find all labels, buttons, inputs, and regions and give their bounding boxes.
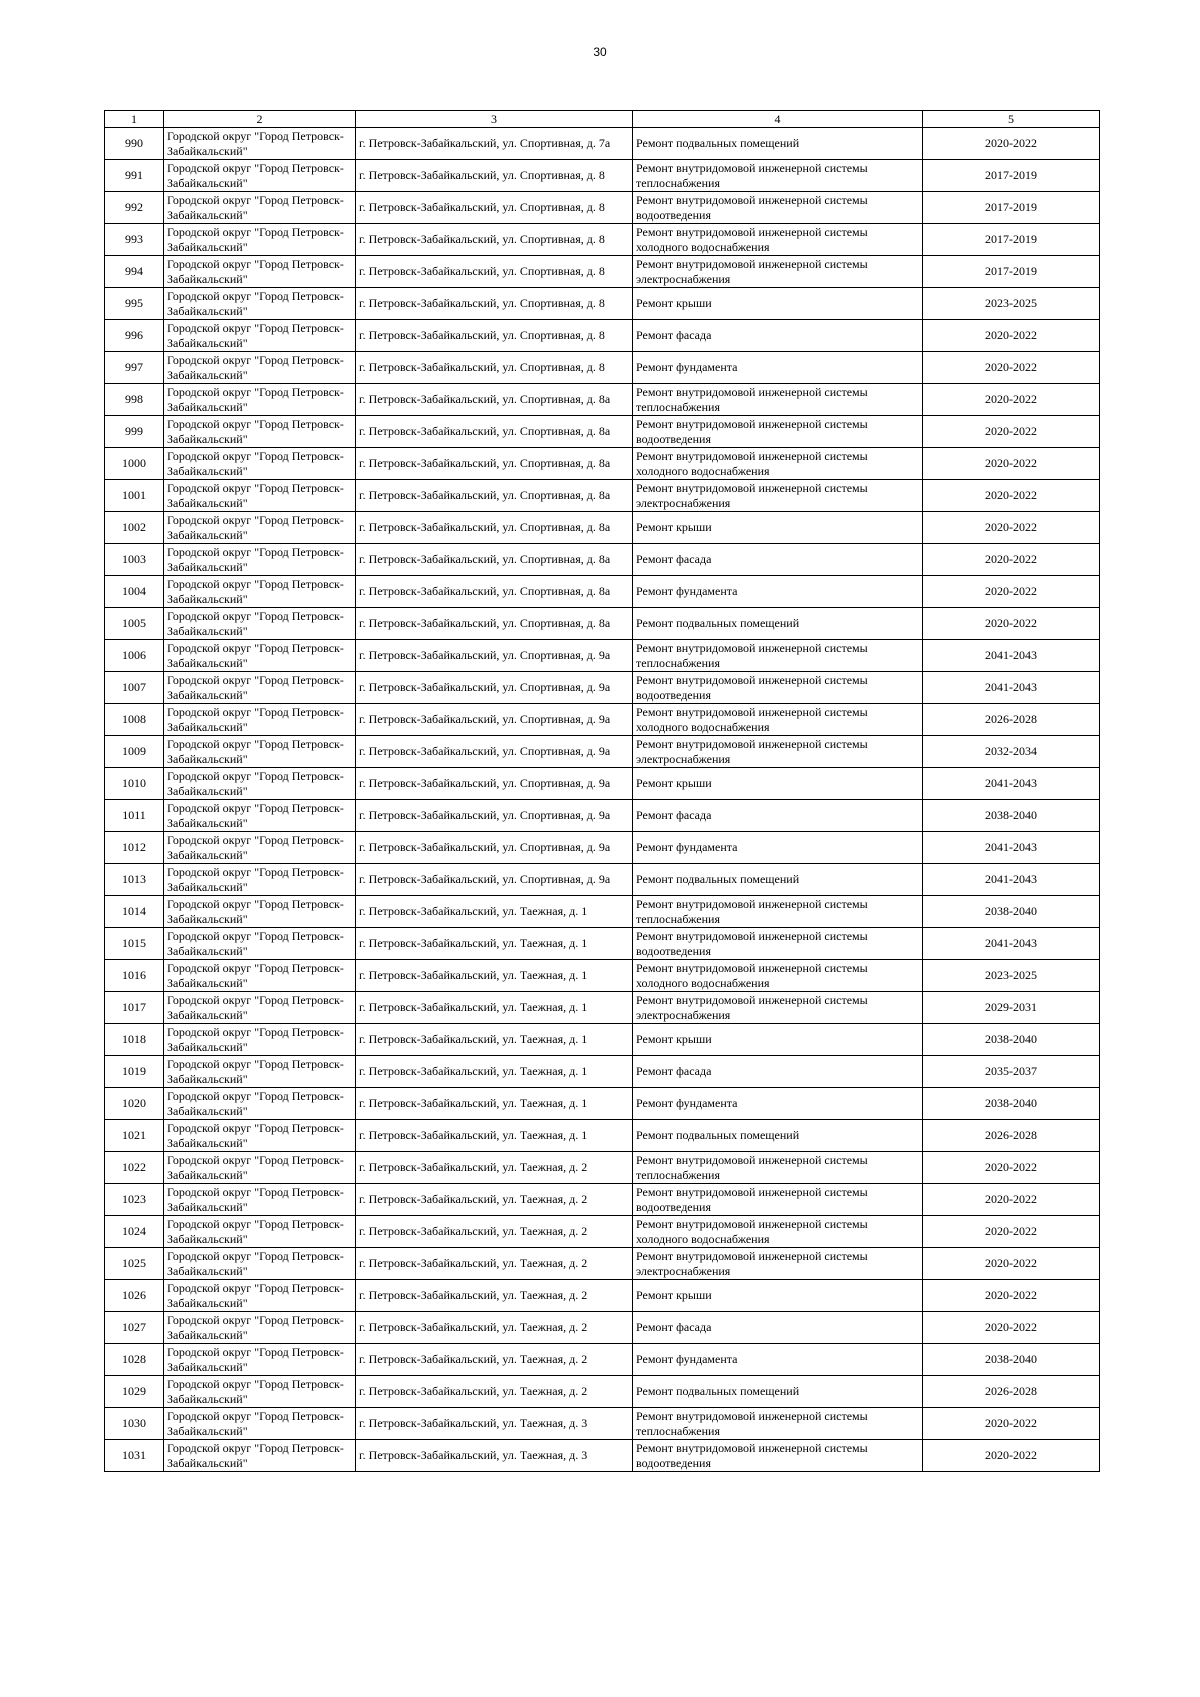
row-number-cell: 1024 xyxy=(105,1216,164,1248)
row-number-cell: 991 xyxy=(105,160,164,192)
work-type-cell: Ремонт фундамента xyxy=(633,832,923,864)
row-number-cell: 995 xyxy=(105,288,164,320)
period-cell: 2020-2022 xyxy=(923,608,1100,640)
table-row xyxy=(105,288,1100,320)
table-row xyxy=(105,1024,1100,1056)
table-row xyxy=(105,640,1100,672)
period-cell: 2026-2028 xyxy=(923,704,1100,736)
table-row xyxy=(105,768,1100,800)
row-number-cell: 1006 xyxy=(105,640,164,672)
table-row xyxy=(105,704,1100,736)
work-type-cell: Ремонт внутридомовой инженерной системы теплоснабжения xyxy=(633,384,923,416)
municipality-cell: Городской округ "Город Петровск-Забайкальский" xyxy=(164,160,356,192)
work-type-cell: Ремонт подвальных помещений xyxy=(633,1120,923,1152)
period-cell: 2026-2028 xyxy=(923,1120,1100,1152)
period-cell: 2020-2022 xyxy=(923,512,1100,544)
table-row xyxy=(105,160,1100,192)
table-row xyxy=(105,416,1100,448)
address-cell: г. Петровск-Забайкальский, ул. Таежная, д. 2 xyxy=(356,1184,633,1216)
address-cell: г. Петровск-Забайкальский, ул. Таежная, д. 1 xyxy=(356,1088,633,1120)
row-number-cell: 1023 xyxy=(105,1184,164,1216)
column-header: 3 xyxy=(356,111,633,128)
row-number-cell: 1007 xyxy=(105,672,164,704)
table-row xyxy=(105,1152,1100,1184)
municipality-cell: Городской округ "Город Петровск-Забайкальский" xyxy=(164,128,356,160)
table-row xyxy=(105,736,1100,768)
address-cell: г. Петровск-Забайкальский, ул. Спортивная, д. 8а xyxy=(356,512,633,544)
row-number-cell: 1002 xyxy=(105,512,164,544)
municipality-cell: Городской округ "Город Петровск-Забайкальский" xyxy=(164,1376,356,1408)
row-number-cell: 993 xyxy=(105,224,164,256)
period-cell: 2020-2022 xyxy=(923,1408,1100,1440)
period-cell: 2020-2022 xyxy=(923,384,1100,416)
municipality-cell: Городской округ "Город Петровск-Забайкальский" xyxy=(164,1408,356,1440)
address-cell: г. Петровск-Забайкальский, ул. Таежная, д. 2 xyxy=(356,1216,633,1248)
work-type-cell: Ремонт внутридомовой инженерной системы теплоснабжения xyxy=(633,1152,923,1184)
table-row xyxy=(105,352,1100,384)
work-type-cell: Ремонт внутридомовой инженерной системы электроснабжения xyxy=(633,256,923,288)
row-number-cell: 1022 xyxy=(105,1152,164,1184)
row-number-cell: 1010 xyxy=(105,768,164,800)
period-cell: 2023-2025 xyxy=(923,960,1100,992)
work-type-cell: Ремонт внутридомовой инженерной системы электроснабжения xyxy=(633,736,923,768)
work-type-cell: Ремонт фасада xyxy=(633,1312,923,1344)
address-cell: г. Петровск-Забайкальский, ул. Таежная, д. 2 xyxy=(356,1312,633,1344)
address-cell: г. Петровск-Забайкальский, ул. Спортивная, д. 8а xyxy=(356,416,633,448)
work-type-cell: Ремонт внутридомовой инженерной системы электроснабжения xyxy=(633,1248,923,1280)
table-row xyxy=(105,896,1100,928)
work-type-cell: Ремонт подвальных помещений xyxy=(633,128,923,160)
address-cell: г. Петровск-Забайкальский, ул. Таежная, д. 2 xyxy=(356,1376,633,1408)
work-type-cell: Ремонт внутридомовой инженерной системы холодного водоснабжения xyxy=(633,224,923,256)
row-number-cell: 1018 xyxy=(105,1024,164,1056)
municipality-cell: Городской округ "Город Петровск-Забайкальский" xyxy=(164,1056,356,1088)
table-row xyxy=(105,1216,1100,1248)
row-number-cell: 1015 xyxy=(105,928,164,960)
row-number-cell: 1003 xyxy=(105,544,164,576)
table-row xyxy=(105,384,1100,416)
row-number-cell: 1025 xyxy=(105,1248,164,1280)
period-cell: 2020-2022 xyxy=(923,1152,1100,1184)
period-cell: 2020-2022 xyxy=(923,1312,1100,1344)
work-type-cell: Ремонт фундамента xyxy=(633,1344,923,1376)
table-row xyxy=(105,1408,1100,1440)
row-number-cell: 992 xyxy=(105,192,164,224)
row-number-cell: 1027 xyxy=(105,1312,164,1344)
table-row xyxy=(105,544,1100,576)
address-cell: г. Петровск-Забайкальский, ул. Спортивная, д. 9а xyxy=(356,768,633,800)
work-type-cell: Ремонт крыши xyxy=(633,288,923,320)
address-cell: г. Петровск-Забайкальский, ул. Спортивная, д. 9а xyxy=(356,736,633,768)
municipality-cell: Городской округ "Город Петровск-Забайкальский" xyxy=(164,1024,356,1056)
municipality-cell: Городской округ "Город Петровск-Забайкальский" xyxy=(164,576,356,608)
work-type-cell: Ремонт крыши xyxy=(633,768,923,800)
row-number-cell: 1008 xyxy=(105,704,164,736)
row-number-cell: 1021 xyxy=(105,1120,164,1152)
municipality-cell: Городской округ "Город Петровск-Забайкальский" xyxy=(164,1440,356,1472)
row-number-cell: 997 xyxy=(105,352,164,384)
period-cell: 2017-2019 xyxy=(923,256,1100,288)
table-row xyxy=(105,1344,1100,1376)
work-type-cell: Ремонт фундамента xyxy=(633,1088,923,1120)
work-type-cell: Ремонт внутридомовой инженерной системы водоотведения xyxy=(633,672,923,704)
address-cell: г. Петровск-Забайкальский, ул. Таежная, д. 1 xyxy=(356,1024,633,1056)
column-header: 5 xyxy=(923,111,1100,128)
table-row xyxy=(105,1376,1100,1408)
municipality-cell: Городской округ "Город Петровск-Забайкальский" xyxy=(164,1152,356,1184)
period-cell: 2023-2025 xyxy=(923,288,1100,320)
municipality-cell: Городской округ "Город Петровск-Забайкальский" xyxy=(164,384,356,416)
table-body xyxy=(105,128,1100,1472)
municipality-cell: Городской округ "Город Петровск-Забайкальский" xyxy=(164,1216,356,1248)
period-cell: 2020-2022 xyxy=(923,1216,1100,1248)
address-cell: г. Петровск-Забайкальский, ул. Спортивная, д. 9а xyxy=(356,832,633,864)
period-cell: 2020-2022 xyxy=(923,480,1100,512)
table-row xyxy=(105,1056,1100,1088)
period-cell: 2020-2022 xyxy=(923,1184,1100,1216)
municipality-cell: Городской округ "Город Петровск-Забайкальский" xyxy=(164,704,356,736)
table-row xyxy=(105,224,1100,256)
address-cell: г. Петровск-Забайкальский, ул. Таежная, д. 1 xyxy=(356,1056,633,1088)
row-number-cell: 1011 xyxy=(105,800,164,832)
table-row xyxy=(105,960,1100,992)
municipality-cell: Городской округ "Город Петровск-Забайкальский" xyxy=(164,1120,356,1152)
period-cell: 2038-2040 xyxy=(923,1088,1100,1120)
municipality-cell: Городской округ "Город Петровск-Забайкальский" xyxy=(164,608,356,640)
period-cell: 2041-2043 xyxy=(923,672,1100,704)
work-type-cell: Ремонт подвальных помещений xyxy=(633,864,923,896)
table-row xyxy=(105,1248,1100,1280)
municipality-cell: Городской округ "Город Петровск-Забайкальский" xyxy=(164,1344,356,1376)
page-number: 30 xyxy=(593,45,607,59)
municipality-cell: Городской округ "Город Петровск-Забайкальский" xyxy=(164,960,356,992)
address-cell: г. Петровск-Забайкальский, ул. Таежная, д. 2 xyxy=(356,1248,633,1280)
address-cell: г. Петровск-Забайкальский, ул. Спортивная, д. 9а xyxy=(356,704,633,736)
municipality-cell: Городской округ "Город Петровск-Забайкальский" xyxy=(164,896,356,928)
table-row xyxy=(105,1120,1100,1152)
period-cell: 2041-2043 xyxy=(923,864,1100,896)
address-cell: г. Петровск-Забайкальский, ул. Спортивная, д. 8 xyxy=(356,352,633,384)
period-cell: 2020-2022 xyxy=(923,576,1100,608)
work-type-cell: Ремонт внутридомовой инженерной системы водоотведения xyxy=(633,1440,923,1472)
period-cell: 2020-2022 xyxy=(923,1248,1100,1280)
row-number-cell: 1000 xyxy=(105,448,164,480)
address-cell: г. Петровск-Забайкальский, ул. Спортивная, д. 9а xyxy=(356,640,633,672)
row-number-cell: 1004 xyxy=(105,576,164,608)
municipality-cell: Городской округ "Город Петровск-Забайкальский" xyxy=(164,352,356,384)
table-row xyxy=(105,320,1100,352)
table-row xyxy=(105,192,1100,224)
table-row xyxy=(105,448,1100,480)
municipality-cell: Городской округ "Город Петровск-Забайкальский" xyxy=(164,192,356,224)
municipality-cell: Городской округ "Город Петровск-Забайкальский" xyxy=(164,1184,356,1216)
municipality-cell: Городской округ "Город Петровск-Забайкальский" xyxy=(164,320,356,352)
address-cell: г. Петровск-Забайкальский, ул. Спортивная, д. 8а xyxy=(356,576,633,608)
period-cell: 2020-2022 xyxy=(923,416,1100,448)
row-number-cell: 1031 xyxy=(105,1440,164,1472)
municipality-cell: Городской округ "Город Петровск-Забайкальский" xyxy=(164,832,356,864)
row-number-cell: 1030 xyxy=(105,1408,164,1440)
address-cell: г. Петровск-Забайкальский, ул. Таежная, д. 2 xyxy=(356,1344,633,1376)
work-type-cell: Ремонт внутридомовой инженерной системы водоотведения xyxy=(633,416,923,448)
period-cell: 2026-2028 xyxy=(923,1376,1100,1408)
table-row xyxy=(105,832,1100,864)
address-cell: г. Петровск-Забайкальский, ул. Спортивная, д. 9а xyxy=(356,864,633,896)
address-cell: г. Петровск-Забайкальский, ул. Спортивная, д. 8а xyxy=(356,480,633,512)
address-cell: г. Петровск-Забайкальский, ул. Спортивная, д. 8а xyxy=(356,544,633,576)
row-number-cell: 994 xyxy=(105,256,164,288)
address-cell: г. Петровск-Забайкальский, ул. Спортивная, д. 8 xyxy=(356,256,633,288)
municipality-cell: Городской округ "Город Петровск-Забайкальский" xyxy=(164,544,356,576)
work-type-cell: Ремонт внутридомовой инженерной системы теплоснабжения xyxy=(633,640,923,672)
work-type-cell: Ремонт внутридомовой инженерной системы теплоснабжения xyxy=(633,160,923,192)
row-number-cell: 1020 xyxy=(105,1088,164,1120)
table-row xyxy=(105,1088,1100,1120)
period-cell: 2020-2022 xyxy=(923,544,1100,576)
work-type-cell: Ремонт внутридомовой инженерной системы теплоснабжения xyxy=(633,896,923,928)
table-row xyxy=(105,992,1100,1024)
work-type-cell: Ремонт крыши xyxy=(633,1024,923,1056)
address-cell: г. Петровск-Забайкальский, ул. Таежная, д. 1 xyxy=(356,896,633,928)
work-type-cell: Ремонт подвальных помещений xyxy=(633,1376,923,1408)
address-cell: г. Петровск-Забайкальский, ул. Спортивная, д. 8 xyxy=(356,288,633,320)
work-type-cell: Ремонт фасада xyxy=(633,320,923,352)
address-cell: г. Петровск-Забайкальский, ул. Таежная, д. 3 xyxy=(356,1440,633,1472)
work-type-cell: Ремонт фасада xyxy=(633,800,923,832)
row-number-cell: 1001 xyxy=(105,480,164,512)
municipality-cell: Городской округ "Город Петровск-Забайкальский" xyxy=(164,640,356,672)
row-number-cell: 1016 xyxy=(105,960,164,992)
work-type-cell: Ремонт внутридомовой инженерной системы водоотведения xyxy=(633,928,923,960)
period-cell: 2038-2040 xyxy=(923,1024,1100,1056)
period-cell: 2020-2022 xyxy=(923,320,1100,352)
work-type-cell: Ремонт внутридомовой инженерной системы электроснабжения xyxy=(633,992,923,1024)
period-cell: 2017-2019 xyxy=(923,224,1100,256)
period-cell: 2041-2043 xyxy=(923,768,1100,800)
work-type-cell: Ремонт крыши xyxy=(633,1280,923,1312)
column-number-row xyxy=(105,111,1100,128)
period-cell: 2020-2022 xyxy=(923,128,1100,160)
period-cell: 2017-2019 xyxy=(923,160,1100,192)
work-type-cell: Ремонт внутридомовой инженерной системы электроснабжения xyxy=(633,480,923,512)
row-number-cell: 1013 xyxy=(105,864,164,896)
period-cell: 2035-2037 xyxy=(923,1056,1100,1088)
address-cell: г. Петровск-Забайкальский, ул. Таежная, д. 1 xyxy=(356,992,633,1024)
address-cell: г. Петровск-Забайкальский, ул. Спортивная, д. 8а xyxy=(356,608,633,640)
municipality-cell: Городской округ "Город Петровск-Забайкальский" xyxy=(164,1248,356,1280)
address-cell: г. Петровск-Забайкальский, ул. Спортивная, д. 8а xyxy=(356,448,633,480)
row-number-cell: 1029 xyxy=(105,1376,164,1408)
table-row xyxy=(105,1312,1100,1344)
table-row xyxy=(105,1184,1100,1216)
table-row xyxy=(105,256,1100,288)
period-cell: 2041-2043 xyxy=(923,928,1100,960)
table-row xyxy=(105,800,1100,832)
period-cell: 2038-2040 xyxy=(923,1344,1100,1376)
work-type-cell: Ремонт фундамента xyxy=(633,352,923,384)
period-cell: 2041-2043 xyxy=(923,640,1100,672)
work-type-cell: Ремонт фундамента xyxy=(633,576,923,608)
municipality-cell: Городской округ "Город Петровск-Забайкальский" xyxy=(164,256,356,288)
work-type-cell: Ремонт внутридомовой инженерной системы холодного водоснабжения xyxy=(633,704,923,736)
table-row xyxy=(105,1280,1100,1312)
table-row xyxy=(105,512,1100,544)
address-cell: г. Петровск-Забайкальский, ул. Спортивная, д. 8 xyxy=(356,160,633,192)
table-row xyxy=(105,576,1100,608)
table-row xyxy=(105,672,1100,704)
address-cell: г. Петровск-Забайкальский, ул. Спортивная, д. 8 xyxy=(356,320,633,352)
work-type-cell: Ремонт фасада xyxy=(633,1056,923,1088)
municipality-cell: Городской округ "Город Петровск-Забайкальский" xyxy=(164,800,356,832)
work-type-cell: Ремонт фасада xyxy=(633,544,923,576)
work-type-cell: Ремонт внутридомовой инженерной системы теплоснабжения xyxy=(633,1408,923,1440)
row-number-cell: 1012 xyxy=(105,832,164,864)
period-cell: 2020-2022 xyxy=(923,352,1100,384)
row-number-cell: 1005 xyxy=(105,608,164,640)
column-header: 2 xyxy=(164,111,356,128)
municipality-cell: Городской округ "Город Петровск-Забайкальский" xyxy=(164,416,356,448)
municipality-cell: Городской округ "Город Петровск-Забайкальский" xyxy=(164,768,356,800)
table-row xyxy=(105,608,1100,640)
address-cell: г. Петровск-Забайкальский, ул. Таежная, д. 2 xyxy=(356,1280,633,1312)
address-cell: г. Петровск-Забайкальский, ул. Таежная, д. 1 xyxy=(356,1120,633,1152)
row-number-cell: 996 xyxy=(105,320,164,352)
period-cell: 2020-2022 xyxy=(923,448,1100,480)
program-table xyxy=(104,110,1100,1472)
period-cell: 2032-2034 xyxy=(923,736,1100,768)
column-header: 4 xyxy=(633,111,923,128)
municipality-cell: Городской округ "Город Петровск-Забайкальский" xyxy=(164,672,356,704)
address-cell: г. Петровск-Забайкальский, ул. Таежная, д. 3 xyxy=(356,1408,633,1440)
municipality-cell: Городской округ "Город Петровск-Забайкальский" xyxy=(164,928,356,960)
period-cell: 2017-2019 xyxy=(923,192,1100,224)
municipality-cell: Городской округ "Город Петровск-Забайкальский" xyxy=(164,288,356,320)
row-number-cell: 1017 xyxy=(105,992,164,1024)
period-cell: 2038-2040 xyxy=(923,800,1100,832)
address-cell: г. Петровск-Забайкальский, ул. Спортивная, д. 8а xyxy=(356,384,633,416)
work-type-cell: Ремонт внутридомовой инженерной системы холодного водоснабжения xyxy=(633,1216,923,1248)
column-header: 1 xyxy=(105,111,164,128)
municipality-cell: Городской округ "Город Петровск-Забайкальский" xyxy=(164,1280,356,1312)
work-type-cell: Ремонт подвальных помещений xyxy=(633,608,923,640)
address-cell: г. Петровск-Забайкальский, ул. Спортивная, д. 9а xyxy=(356,800,633,832)
row-number-cell: 999 xyxy=(105,416,164,448)
work-type-cell: Ремонт крыши xyxy=(633,512,923,544)
row-number-cell: 1009 xyxy=(105,736,164,768)
municipality-cell: Городской округ "Город Петровск-Забайкальский" xyxy=(164,1312,356,1344)
table-row xyxy=(105,480,1100,512)
work-type-cell: Ремонт внутридомовой инженерной системы холодного водоснабжения xyxy=(633,448,923,480)
row-number-cell: 998 xyxy=(105,384,164,416)
address-cell: г. Петровск-Забайкальский, ул. Спортивная, д. 9а xyxy=(356,672,633,704)
address-cell: г. Петровск-Забайкальский, ул. Таежная, д. 2 xyxy=(356,1152,633,1184)
period-cell: 2020-2022 xyxy=(923,1440,1100,1472)
municipality-cell: Городской округ "Город Петровск-Забайкальский" xyxy=(164,512,356,544)
address-cell: г. Петровск-Забайкальский, ул. Спортивная, д. 8 xyxy=(356,192,633,224)
table-row xyxy=(105,1440,1100,1472)
municipality-cell: Городской округ "Город Петровск-Забайкальский" xyxy=(164,448,356,480)
row-number-cell: 1028 xyxy=(105,1344,164,1376)
row-number-cell: 1019 xyxy=(105,1056,164,1088)
address-cell: г. Петровск-Забайкальский, ул. Таежная, д. 1 xyxy=(356,960,633,992)
table-row xyxy=(105,928,1100,960)
municipality-cell: Городской округ "Город Петровск-Забайкальский" xyxy=(164,864,356,896)
period-cell: 2029-2031 xyxy=(923,992,1100,1024)
address-cell: г. Петровск-Забайкальский, ул. Спортивная, д. 7а xyxy=(356,128,633,160)
period-cell: 2020-2022 xyxy=(923,1280,1100,1312)
municipality-cell: Городской округ "Город Петровск-Забайкальский" xyxy=(164,1088,356,1120)
municipality-cell: Городской округ "Город Петровск-Забайкальский" xyxy=(164,480,356,512)
row-number-cell: 990 xyxy=(105,128,164,160)
period-cell: 2038-2040 xyxy=(923,896,1100,928)
municipality-cell: Городской округ "Город Петровск-Забайкальский" xyxy=(164,224,356,256)
work-type-cell: Ремонт внутридомовой инженерной системы холодного водоснабжения xyxy=(633,960,923,992)
row-number-cell: 1014 xyxy=(105,896,164,928)
period-cell: 2041-2043 xyxy=(923,832,1100,864)
row-number-cell: 1026 xyxy=(105,1280,164,1312)
municipality-cell: Городской округ "Город Петровск-Забайкальский" xyxy=(164,736,356,768)
table-row xyxy=(105,128,1100,160)
work-type-cell: Ремонт внутридомовой инженерной системы водоотведения xyxy=(633,1184,923,1216)
table-row xyxy=(105,864,1100,896)
municipality-cell: Городской округ "Город Петровск-Забайкальский" xyxy=(164,992,356,1024)
address-cell: г. Петровск-Забайкальский, ул. Спортивная, д. 8 xyxy=(356,224,633,256)
work-type-cell: Ремонт внутридомовой инженерной системы водоотведения xyxy=(633,192,923,224)
address-cell: г. Петровск-Забайкальский, ул. Таежная, д. 1 xyxy=(356,928,633,960)
